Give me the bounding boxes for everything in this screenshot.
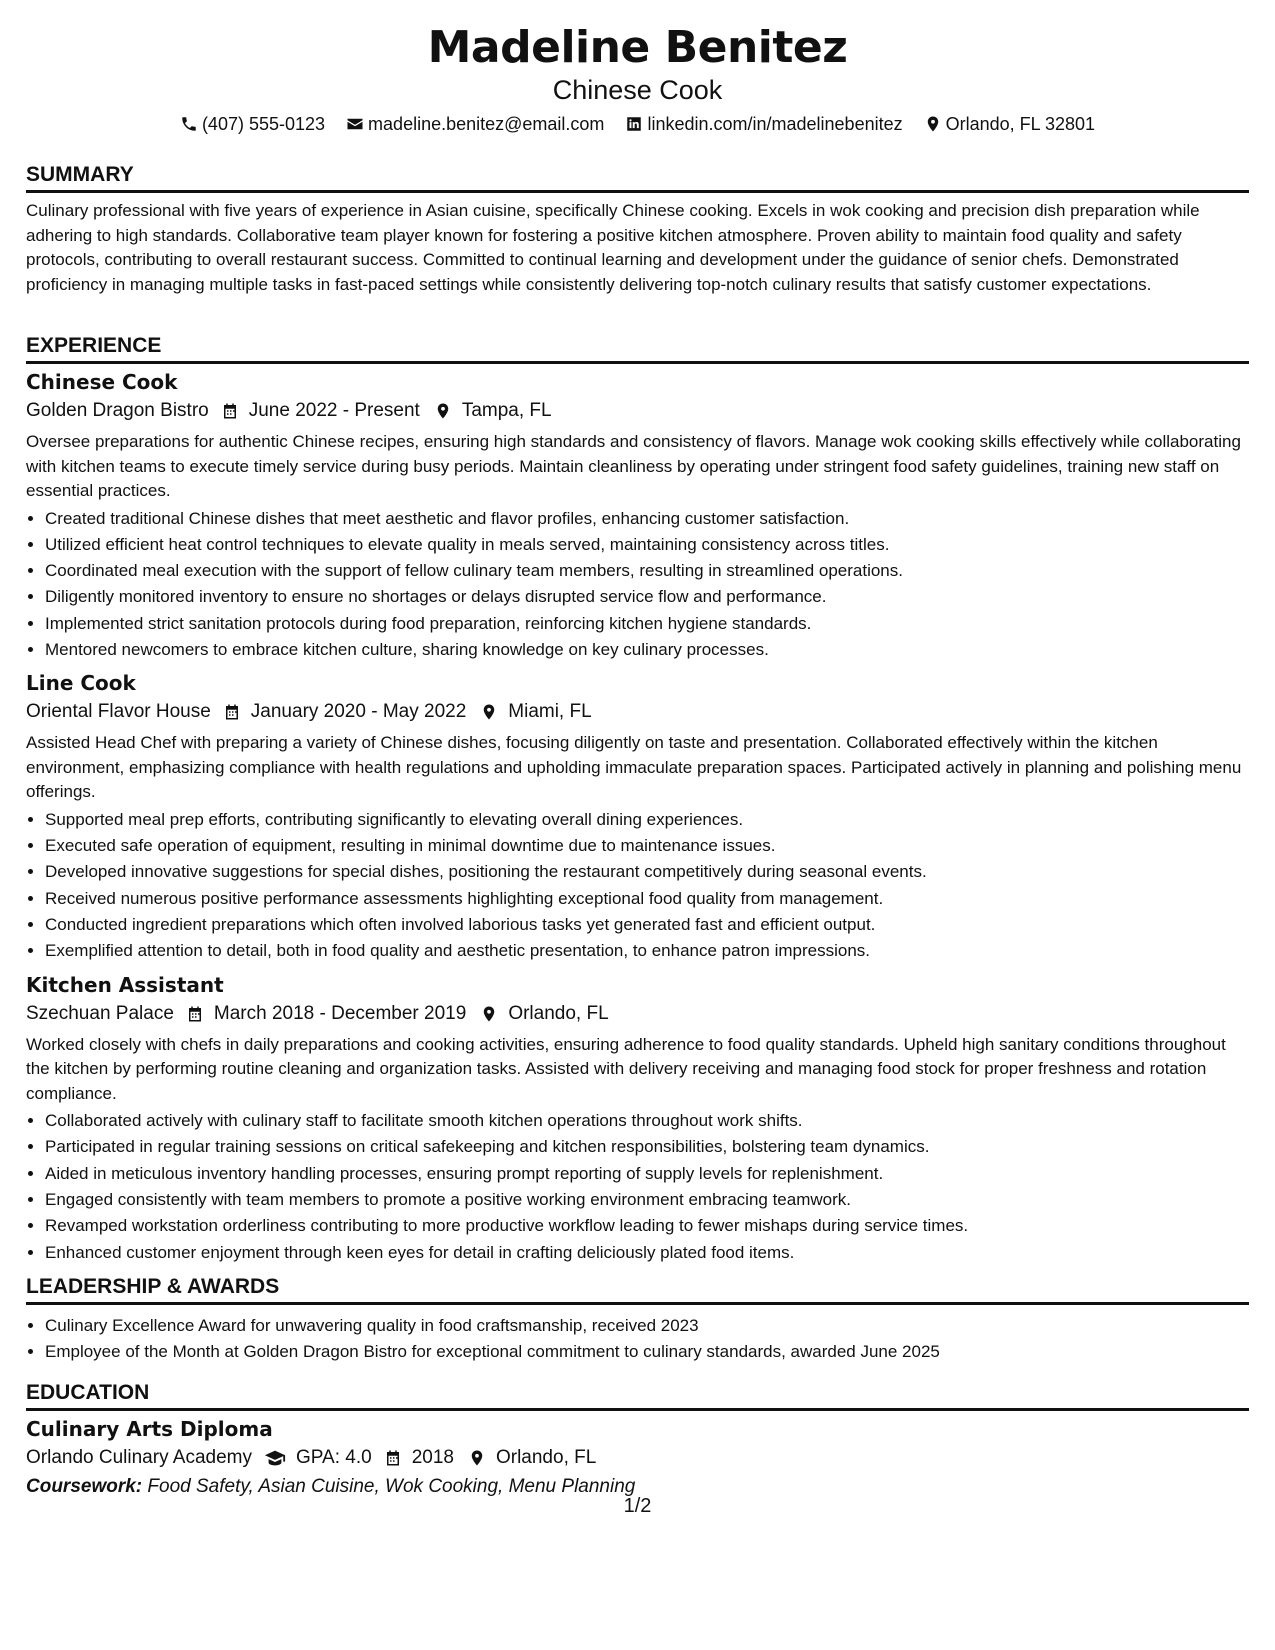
awards-section <box>26 1274 1249 1366</box>
contact-phone[interactable] <box>180 112 325 136</box>
list-item: • Participated in regular training sessions on critical safekeeping and kitchen responsibilities, bolstering team dynamics. <box>45 1134 1249 1160</box>
list-item: • Executed safe operation of equipment, resulting in minimal downtime due to maintenance issues. <box>45 833 1249 859</box>
linkedin-icon <box>625 115 643 133</box>
job-meta <box>26 999 1249 1029</box>
list-item: • Created traditional Chinese dishes that meet aesthetic and flavor profiles, enhancing customer satisfaction. <box>45 506 1249 532</box>
list-item: • Aided in meticulous inventory handling processes, ensuring prompt reporting of supply levels for replenishment. <box>45 1161 1249 1187</box>
map-pin-icon <box>480 703 498 721</box>
list-item: • Utilized efficient heat control techniques to elevate quality in meals served, maintaining consistency across titles. <box>45 532 1249 558</box>
job-dates: June 2022 - Present <box>248 400 420 421</box>
list-item: • Supported meal prep efforts, contributing significantly to elevating overall dining experiences. <box>45 807 1249 833</box>
degree-title: Culinary Arts Diploma <box>26 1417 273 1441</box>
job-meta <box>26 697 1249 727</box>
gpa-text: GPA: 4.0 <box>296 1447 372 1468</box>
list-item: • Engaged consistently with team members to promote a positive working environment embracing teamwork. <box>45 1187 1249 1213</box>
map-pin-icon <box>480 1005 498 1023</box>
envelope-icon <box>346 115 364 133</box>
job-title: Kitchen Assistant <box>26 972 224 997</box>
list-item: • Mentored newcomers to embrace kitchen culture, sharing knowledge on key culinary processes. <box>45 637 1249 663</box>
list-item: • Exemplified attention to detail, both in food quality and aesthetic presentation, to enhance patron impressions. <box>45 938 1249 964</box>
school-name: Orlando Culinary Academy <box>26 1447 252 1468</box>
job-dates: March 2018 - December 2019 <box>213 1002 467 1024</box>
section-title-summary: SUMMARY <box>26 162 1249 193</box>
list-item: • Received numerous positive performance assessments highlighting exceptional food quality from management. <box>45 886 1249 912</box>
calendar-icon <box>186 1005 204 1023</box>
map-pin-icon <box>924 115 942 133</box>
list-item: • Coordinated meal execution with the support of fellow culinary team members, resulting in streamlined operations. <box>45 558 1249 584</box>
graduation-year: 2018 <box>411 1447 454 1468</box>
list-item: • Developed innovative suggestions for special dishes, positioning the restaurant competitively during seasonal events. <box>45 859 1249 885</box>
list-item: • Conducted ingredient preparations which often involved laborious tasks yet generated fast and efficient output. <box>45 912 1249 938</box>
phone-text: (407) 555-0123 <box>201 114 326 134</box>
map-pin-icon <box>468 1449 486 1467</box>
job-entry <box>26 669 1249 964</box>
job-bullets <box>26 807 1249 965</box>
job-entry <box>26 368 1249 663</box>
contact-location <box>924 112 1095 136</box>
candidate-name: Madeline Benitez <box>427 22 848 73</box>
section-title-education: EDUCATION <box>26 1380 1249 1411</box>
calendar-icon <box>221 402 239 420</box>
list-item: • Diligently monitored inventory to ensure no shortages or delays disrupted service flow and performance. <box>45 584 1249 610</box>
job-title: Chinese Cook <box>26 370 178 394</box>
page-number: 1/2 <box>623 1495 652 1517</box>
education-section <box>26 1380 1249 1501</box>
calendar-icon <box>223 703 241 721</box>
list-item: • Collaborated actively with culinary staff to facilitate smooth kitchen operations throughout work shifts. <box>45 1108 1249 1134</box>
summary-section <box>26 162 1249 297</box>
job-bullets <box>26 1108 1249 1266</box>
email-text: madeline.benitez@email.com <box>368 114 605 134</box>
job-dates: January 2020 - May 2022 <box>250 701 467 723</box>
job-location: Tampa, FL <box>461 400 552 421</box>
job-description: Assisted Head Chef with preparing a variety of Chinese dishes, focusing diligently on taste and presentation. Collaborated effectively within the kitchen environment, emphasizing compliance with health regulations and upholding immaculate preparation spaces. Participated actively in planning and polishing menu offerings. <box>26 733 1242 802</box>
list-item: • Employee of the Month at Golden Dragon Bistro for exceptional commitment to culinary standards, awarded June 2025 <box>45 1339 1249 1365</box>
job-location: Miami, FL <box>508 701 592 723</box>
map-pin-icon <box>434 402 452 420</box>
company-name: Szechuan Palace <box>26 1002 174 1024</box>
job-title: Line Cook <box>26 671 136 696</box>
contact-bar <box>0 112 1275 139</box>
coursework-label: Coursework: <box>26 1476 143 1497</box>
graduation-cap-icon <box>264 1447 286 1469</box>
job-entry <box>26 971 1249 1266</box>
company-name: Oriental Flavor House <box>26 701 211 723</box>
company-name: Golden Dragon Bistro <box>26 400 209 421</box>
experience-section <box>26 333 1249 1266</box>
job-description: Oversee preparations for authentic Chinese recipes, ensuring high standards and consistency of flavors. Manage wok cooking skills effectively while collaborating with kitchen teams to execute timely service during busy periods. Maintain cleanliness by operating under stringent food safety guidelines, training new staff on essential practices. <box>26 432 1241 500</box>
job-description: Worked closely with chefs in daily preparations and cooking activities, ensuring adherence to food quality standards. Upheld high sanitary conditions throughout the kitchen by performing routine cleaning and organization tasks. Assisted with delivery receiving and managing food stock for proper freshness and rotation compliance. <box>26 1034 1226 1103</box>
linkedin-text: linkedin.com/in/madelinebenitez <box>647 114 903 134</box>
job-bullets <box>26 506 1249 664</box>
list-item: • Culinary Excellence Award for unwavering quality in food craftsmanship, received 2023 <box>45 1313 1249 1339</box>
contact-email[interactable] <box>346 112 604 136</box>
coursework-list: Food Safety, Asian Cuisine, Wok Cooking, Menu Planning <box>147 1476 636 1497</box>
job-meta <box>26 396 1249 426</box>
awards-list <box>26 1313 1249 1366</box>
section-title-experience: EXPERIENCE <box>26 333 1249 364</box>
calendar-icon <box>384 1449 402 1467</box>
job-location: Orlando, FL <box>508 1002 609 1024</box>
section-title-awards: LEADERSHIP & AWARDS <box>26 1274 1249 1305</box>
contact-linkedin[interactable] <box>625 112 902 136</box>
list-item: • Revamped workstation orderliness contributing to more productive workflow leading to fewer mishaps during service times. <box>45 1213 1249 1239</box>
location-text: Orlando, FL 32801 <box>945 114 1096 134</box>
list-item: • Implemented strict sanitation protocols during food preparation, reinforcing kitchen hygiene standards. <box>45 611 1249 637</box>
school-location: Orlando, FL <box>495 1447 597 1468</box>
list-item: • Enhanced customer enjoyment through keen eyes for detail in crafting deliciously plated food items. <box>45 1240 1249 1266</box>
summary-text: Culinary professional with five years of experience in Asian cuisine, specifically Chinese cooking. Excels in wok cooking and precision dish preparation while adhering to high standards. Collaborative team player known for fostering a positive kitchen atmosphere. Proven ability to maintain food quality and safety protocols, contributing to overall restaurant success. Committed to continual learning and development under the guidance of senior chefs. Demonstrated proficiency in managing multiple tasks in fast-paced settings while consistently delivering top-notch culinary results that satisfy customer expectations. <box>26 201 1200 294</box>
resume-header <box>0 22 1275 106</box>
phone-icon <box>180 115 198 133</box>
candidate-role: Chinese Cook <box>552 75 723 105</box>
education-meta <box>26 1443 1249 1473</box>
